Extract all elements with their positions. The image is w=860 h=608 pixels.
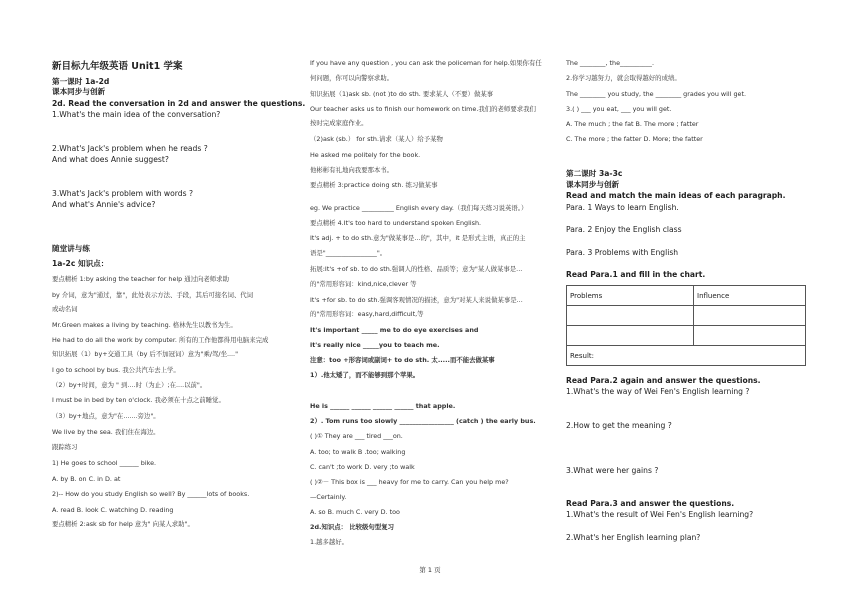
col2-line: 按时完成家庭作业。	[310, 119, 368, 127]
col3-line: Para. 3 Problems with English	[566, 248, 679, 257]
col2-line: C. can't ;to work D. very ;to walk	[310, 463, 415, 471]
influence-chart	[566, 285, 806, 366]
table-header-problems: Problems	[567, 286, 694, 306]
col2-line: ( )②－ This box is ___ heavy for me to carry. Can you help me?	[310, 478, 509, 486]
col3-line: C. The more ; the fatter D. More; the fatter	[566, 135, 703, 143]
col2-line: 他彬彬有礼地向我要那本书。	[310, 166, 394, 174]
col2-line: ( )① They are ___ tired ___on.	[310, 432, 403, 440]
col3-line: 1.What's the way of Wei Fen's English learning ?	[566, 387, 750, 396]
col3-line: Para. 2 Enjoy the English class	[566, 225, 682, 234]
table-cell	[567, 326, 694, 346]
col1-line: A. read B. look C. watching D. reading	[52, 506, 174, 514]
page-number: 第 1 页	[419, 566, 441, 574]
col1-line: 要点精析 2:ask sb for help 意为" 向某人求助"。	[52, 520, 194, 528]
col1-line: （3）by+地点，意为"在.......旁边"。	[52, 412, 160, 420]
col3-line: 2.你学习越努力，就会取得越好的成绩。	[566, 74, 681, 82]
col2-line: 1.越多越好。	[310, 538, 349, 546]
col2-line: Our teacher asks us to finish our homework on time.我们的老师要求我们	[310, 105, 536, 113]
col2-line: 要点精析 3:practice doing sth. 练习做某事	[310, 181, 438, 189]
col2-line: eg. We practice __________ English every day.（我们每天练习说英语。）	[310, 204, 528, 212]
col3-line: 2.How to get the meaning ?	[566, 421, 672, 430]
col3-line: Read Para.2 again and answer the questions.	[566, 376, 761, 385]
col1-line: 新目标九年级英语 Unit1 学案	[52, 61, 183, 72]
col3-line: Read and match the main ideas of each paragraph.	[566, 191, 786, 200]
col1-line: We live by the sea. 我们住在海边。	[52, 428, 160, 436]
col1-line: And what does Annie suggest?	[52, 155, 169, 164]
col2-line: A. too; to walk B .too; walking	[310, 448, 406, 456]
col1-line: 跟踪练习	[52, 443, 78, 451]
col1-line: 1.What's the main idea of the conversation?	[52, 110, 221, 119]
col2-line: it's really nice _____you to teach me.	[310, 341, 440, 349]
col2-line: He asked me politely for the book.	[310, 151, 421, 159]
col2-line: He is ______ ______ ______ ______ that apple.	[310, 402, 456, 410]
col3-line: 2.What's her English learning plan?	[566, 533, 701, 542]
col2-line: If you have any question , you can ask the policeman for help.如果你有任	[310, 59, 542, 67]
col2-line: 语是"________________"。	[310, 249, 387, 257]
col3-line: The ________, the__________.	[566, 59, 655, 67]
col1-line: And what's Annie's advice?	[52, 200, 156, 209]
col3-line: 课本同步与创新	[566, 180, 620, 189]
col3-line: The ________ you study, the ________ grades you will get.	[566, 90, 747, 98]
col1-line: 课本同步与创新	[52, 87, 106, 96]
table-cell	[694, 306, 806, 326]
col3-line: Read Para.1 and fill in the chart.	[566, 270, 706, 279]
table-result: Result:	[567, 346, 806, 366]
table-cell	[567, 306, 694, 326]
col2-line: It's +for sb. to do sth.强调客观情况的描述，意为"对某人来说做某事是...	[310, 296, 523, 304]
col2-line: 1）.他太矮了，而不能够到那个苹果。	[310, 371, 420, 379]
col1-line: 1) He goes to school ______ bike.	[52, 459, 157, 467]
col1-line: He had to do all the work by computer. 所有的工作他都得用电脑来完成	[52, 336, 269, 344]
col2-line: 注意：too +形容词或副词+ to do sth. 太.....而不能去做某事	[310, 356, 495, 364]
col2-line: 的"常用形容词：easy,hard,difficult,等	[310, 310, 424, 318]
col1-line: 随堂讲与练	[52, 244, 90, 253]
col1-line: （2）by+时间，意为 " 到....时（为止）;在....以前"。	[52, 381, 207, 389]
col2-line: It's adj. + to do sth.意为"做某事是...的"，其中，it 是形式主语，真正的主	[310, 234, 526, 242]
col1-line: A. by B. on C. in D. at	[52, 475, 121, 483]
col1-line: 3.What's Jack's problem with words ?	[52, 189, 194, 198]
col1-line: I go to school by bus. 我公共汽车去上学。	[52, 366, 180, 374]
col2-line: 要点精析 4.It's too hard to understand spoken English.	[310, 219, 482, 227]
col2-line: 2d.知识点： 比较级句型复习	[310, 523, 394, 531]
col1-line: 第一课时 1a-2d	[52, 77, 110, 86]
col2-line: 何问题，你可以向警察求助。	[310, 74, 394, 82]
col3-line: 第二课时 3a-3c	[566, 169, 623, 178]
col3-line: A. The much ; the fat B. The more ; fatter	[566, 120, 699, 128]
col1-line: 2d. Read the conversation in 2d and answer the questions.	[52, 99, 306, 108]
col1-line: 或动名词	[52, 305, 78, 313]
col3-line: 3.( ) ___ you eat, ___ you will get.	[566, 105, 672, 113]
col1-line: Mr.Green makes a living by teaching. 格林先生以教书为生。	[52, 321, 237, 329]
col2-line: —Certainly.	[310, 493, 347, 501]
col1-line: I must be in bed by ten o'clock. 我必须在十点之前睡觉。	[52, 396, 225, 404]
col2-line: A. so B. much C. very D. too	[310, 508, 400, 516]
col3-line: 1.What's the result of Wei Fen's English learning?	[566, 510, 754, 519]
col1-line: 2.What's Jack's problem when he reads ?	[52, 144, 208, 153]
col2-line: 拓展:It's +of sb. to do sth.强调人的性格、品质等；意为"某人做某事是...	[310, 265, 523, 273]
col1-line: 1a-2c 知识点：	[52, 259, 109, 268]
col2-line: 的"常用形容词：kind,nice,clever 等	[310, 280, 417, 288]
col3-line: Read Para.3 and answer the questions.	[566, 499, 735, 508]
col2-line: It's important _____ me to do eye exercises and	[310, 326, 479, 334]
col1-line: 知识拓展（1）by+交通工具（by 后不加冠词）意为"乘/驾/坐...."	[52, 350, 239, 358]
col1-line: 2)-- How do you study English so well? By ______lots of books.	[52, 490, 250, 498]
col3-line: 3.What were her gains ?	[566, 466, 659, 475]
col2-line: 知识拓展（1)ask sb. (not )to do sth. 要求某人（不要）做某事	[310, 90, 494, 98]
col1-line: 要点精析 1:by asking the teacher for help 通过向老师求助	[52, 275, 229, 283]
col2-line: （2)ask (sb.） for sth.请求（某人）给予某物	[310, 135, 443, 143]
table-header-influence: Influence	[694, 286, 806, 306]
col3-line: Para. 1 Ways to learn English.	[566, 203, 679, 212]
col2-line: 2）. Tom runs too slowly _________________ (catch ) the early bus.	[310, 417, 536, 425]
col1-line: by 介词，意为"通过，靠"，此处表示方法、手段，其后可接名词、代词	[52, 291, 254, 299]
table-cell	[694, 326, 806, 346]
